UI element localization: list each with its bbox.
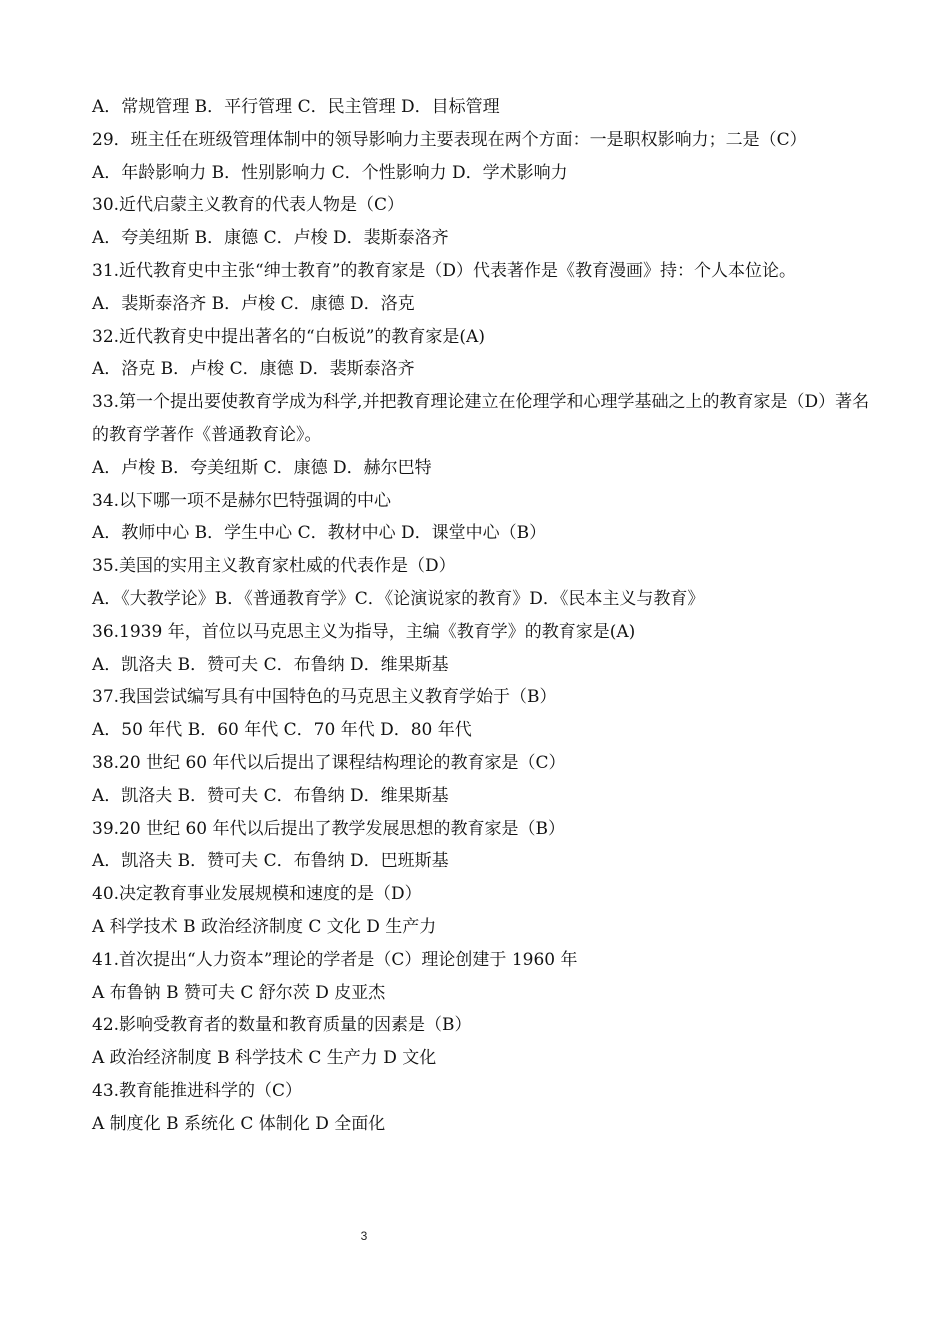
options-line: A．卢梭 B．夸美纽斯 C．康德 D．赫尔巴特 xyxy=(92,457,432,478)
options-line: A．凯洛夫 B．赞可夫 C．布鲁纳 D．维果斯基 xyxy=(92,654,449,675)
options-line: A 政治经济制度 B 科学技术 C 生产力 D 文化 xyxy=(92,1048,437,1069)
question-37: 37.我国尝试编写具有中国特色的马克思主义教育学始于（B） xyxy=(92,687,557,708)
question-42: 42.影响受教育者的数量和教育质量的因素是（B） xyxy=(92,1015,472,1036)
options-line: A．洛克 B．卢梭 C．康德 D．裴斯泰洛齐 xyxy=(92,359,415,380)
options-line: A 布鲁钠 B 赞可夫 C 舒尔茨 D 皮亚杰 xyxy=(92,982,386,1003)
question-30: 30.近代启蒙主义教育的代表人物是（C） xyxy=(92,195,405,216)
options-line: A．年龄影响力 B．性别影响力 C．个性影响力 D．学术影响力 xyxy=(92,162,568,183)
question-39: 39.20 世纪 60 年代以后提出了教学发展思想的教育家是（B） xyxy=(92,818,566,839)
options-line: A 制度化 B 系统化 C 体制化 D 全面化 xyxy=(92,1113,386,1134)
options-line: A．50 年代 B．60 年代 C．70 年代 D．80 年代 xyxy=(92,720,472,741)
options-line: A．《大教学论》B．《普通教育学》C．《论演说家的教育》D．《民本主义与教育》 xyxy=(92,588,705,609)
question-31: 31.近代教育史中主张“绅士教育”的教育家是（D）代表著作是《教育漫画》持：个人本位论。 xyxy=(92,260,797,281)
question-34: 34.以下哪一项不是赫尔巴特强调的中心 xyxy=(92,490,392,511)
question-40: 40.决定教育事业发展规模和速度的是（D） xyxy=(92,884,422,905)
question-32: 32.近代教育史中提出著名的“白板说”的教育家是(A) xyxy=(92,326,485,347)
options-line: A．凯洛夫 B．赞可夫 C．布鲁纳 D．巴班斯基 xyxy=(92,851,449,872)
question-33: 33.第一个提出要使教育学成为科学,并把教育理论建立在伦理学和心理学基础之上的教育家是（D）著名的教育学著作《普通教育论》。 xyxy=(92,392,870,445)
options-line: A 科学技术 B 政治经济制度 C 文化 D 生产力 xyxy=(92,916,437,937)
options-line: A．裴斯泰洛齐 B．卢梭 C．康德 D．洛克 xyxy=(92,293,415,314)
question-41: 41.首次提出“人力资本”理论的学者是（C）理论创建于 1960 年 xyxy=(92,949,578,970)
options-line: A．凯洛夫 B．赞可夫 C．布鲁纳 D．维果斯基 xyxy=(92,785,449,806)
options-line: A．常规管理 B．平行管理 C．民主管理 D．目标管理 xyxy=(92,97,500,117)
page-content xyxy=(92,91,872,1141)
question-38: 38.20 世纪 60 年代以后提出了课程结构理论的教育家是（C） xyxy=(92,752,566,773)
options-line: A．教师中心 B．学生中心 C．教材中心 D．课堂中心（B） xyxy=(92,523,547,544)
page-number: 3 xyxy=(360,1229,368,1243)
question-43: 43.教育能推进科学的（C） xyxy=(92,1080,303,1101)
question-36: 36.1939 年，首位以马克思主义为指导，主编《教育学》的教育家是(A) xyxy=(92,621,636,642)
options-line: A．夸美纽斯 B．康德 C．卢梭 D．裴斯泰洛齐 xyxy=(92,228,449,249)
question-29: 29．班主任在班级管理体制中的领导影响力主要表现在两个方面：一是职权影响力；二是（C） xyxy=(92,129,807,150)
question-35: 35.美国的实用主义教育家杜威的代表作是（D） xyxy=(92,556,456,577)
